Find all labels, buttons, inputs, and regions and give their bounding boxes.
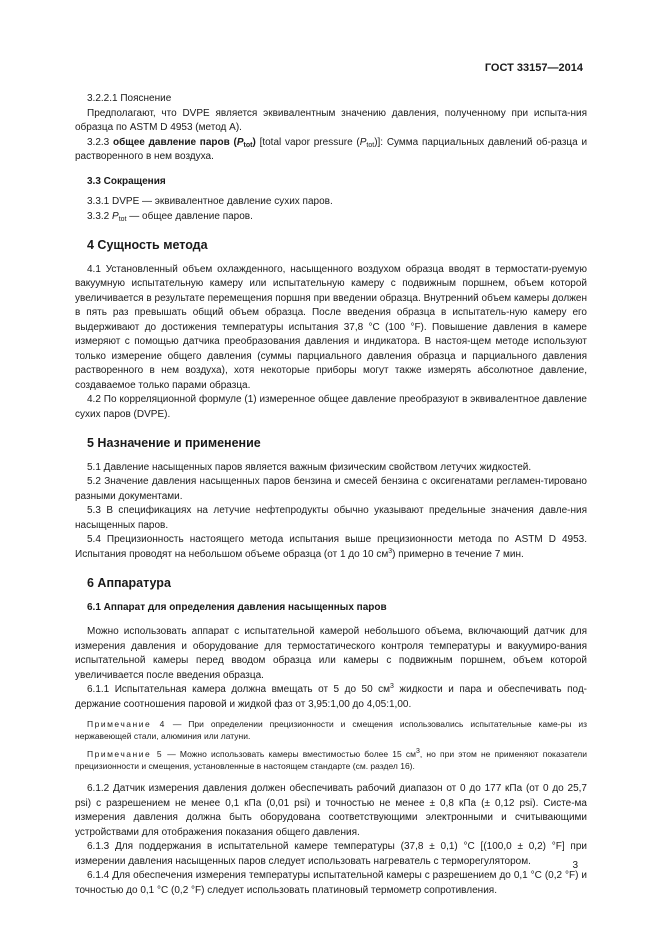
abbr-3-3-2: 3.3.2 $P_{tot}$ — общее давление паров. [87, 210, 253, 223]
clause-6-1-3: 6.1.3 Для поддержания в испытательной камере температуры (37,8 ± 0,1) °С [(100,0 ± 0,2) °F] при измерении давления насыщенных паров следует использовать нагреватель с терморегулятором. [75, 841, 587, 867]
note-5: Примечание 5 — Можно использовать камеры вместимостью более 15 $см^3$, но при этом не применяют показатели прецизионности и смещения, установленные в настоящем стандарте (см. раздел 16). [75, 748, 587, 771]
section-3-3-title: 3.3 Сокращения [87, 175, 166, 187]
section-5-heading: 5 Назначение и применение [87, 436, 261, 450]
clause-4-1: 4.1 Установленный объем охлажденного, насыщенного воздухом образца вводят в термостати-руемую вакуумную испытательную камеру или испытательную камеру с подвижным поршнем, объем которой увеличивается в результате перемещения поршня при введении образца. Внутренний объем камеры должен в пять раз превышать общий объем образца. После введения образца в испытатель-ную камеру его выдерживают до достижения температуры испытания 37,8 °С (100 °F). Повышение давления в камере измеряют с помощью датчика преобразования давления и индикатора. В настоя-щем методе используют только измерение общего давления (суммы парциального давления образца и парциального давления растворенного в нем воздуха), хотя некоторые приборы могут также измерять абсолютное давление, создаваемое только парами образца. [75, 263, 587, 391]
clause-5-2: 5.2 Значение давления насыщенных паров бензина и смесей бензина с оксигенатами регламен-тировано разными документами. [75, 476, 587, 502]
clause-4-2: 4.2 По корреляционной формуле (1) измеренное общее давление преобразуют в эквивалентное давление сухих паров (DVPE). [75, 394, 587, 420]
document-body [75, 92, 587, 898]
clause-6-1-2: 6.1.2 Датчик измерения давления должен обеспечивать рабочий диапазон от 0 до 177 кПа (от 0 до 25,7 psi) с разрешением не менее 0,1 кПа (0,01 psi) и точностью не менее ± 0,8 кПа (± 0,12 psi). Систе-ма измерения давления должна быть оборудована соответствующими электронными и считывающими устройствами для отображения показания общего давления. [75, 783, 587, 838]
clause-3-2-2-1-title: 3.2.2.1 Пояснение [87, 93, 172, 104]
clause-6-1-text: Можно использовать аппарат с испытательной камерой небольшого объема, включающий датчик для измерения давления и оборудование для термостатического контроля температуры и вакуумиро-вания испытательной камеры перед вводом образца или камеры с подвижным поршнем, объем которой увеличивается после введения образца. [75, 626, 587, 681]
clause-6-1-4: 6.1.4 Для обеспечения измерения температуры испытательной камеры с разрешением до 0,1 °С (0,2 °F) и точностью до 0,1 °С (0,2 °F) следует использовать платиновый термометр сопротивления. [75, 870, 587, 896]
section-6-heading: 6 Аппаратура [87, 576, 171, 590]
clause-5-4: 5.4 Прецизионность настоящего метода испытания выше прецизионности метода по ASTM D 4953. Испытания проводят на небольшом объеме образца (от 1 до 10 $см^3$) примерно в течение 7 мин. [75, 534, 587, 560]
clause-5-3: 5.3 В спецификациях на летучие нефтепродукты обычно указывают предельные значения давле-ния насыщенных паров. [75, 505, 587, 531]
clause-3-2-2-1-text: Предполагают, что DVPE является эквивалентным значению давления, полученному при испыта-ния образца по ASTM D 4953 (метод А). [75, 107, 587, 133]
abbr-3-3-1: 3.3.1 DVPE — эквивалентное давление сухих паров. [87, 196, 333, 207]
standard-header: ГОСТ 33157—2014 [484, 62, 583, 74]
clause-5-1: 5.1 Давление насыщенных паров является важным физическим свойством летучих жидкостей. [87, 461, 532, 473]
clause-3-2-3: 3.2.3 общее давление паров $(P_{tot})$ [total vapor pressure $(P_{tot})$]: Сумма парциальных давлений об-разца и растворенного в нем воздуха. [75, 136, 588, 162]
page-number: 3 [572, 860, 578, 871]
subsection-6-1-title: 6.1 Аппарат для определения давления насыщенных паров [87, 601, 387, 613]
clause-6-1-1: 6.1.1 Испытательная камера должна вмещать от 5 до 50 $см^3$ жидкости и пара и обеспечивать под-держание соотношения паровой и жидкой фаз от 3,95:1,00 до 4,05:1,00. [75, 683, 587, 710]
note-4: Примечание 4 — При определении прецизионности и смещения использовались испытательные каме-ры из нержавеющей стали, алюминия или латуни. [75, 719, 587, 741]
section-4-heading: 4 Сущность метода [87, 238, 208, 252]
